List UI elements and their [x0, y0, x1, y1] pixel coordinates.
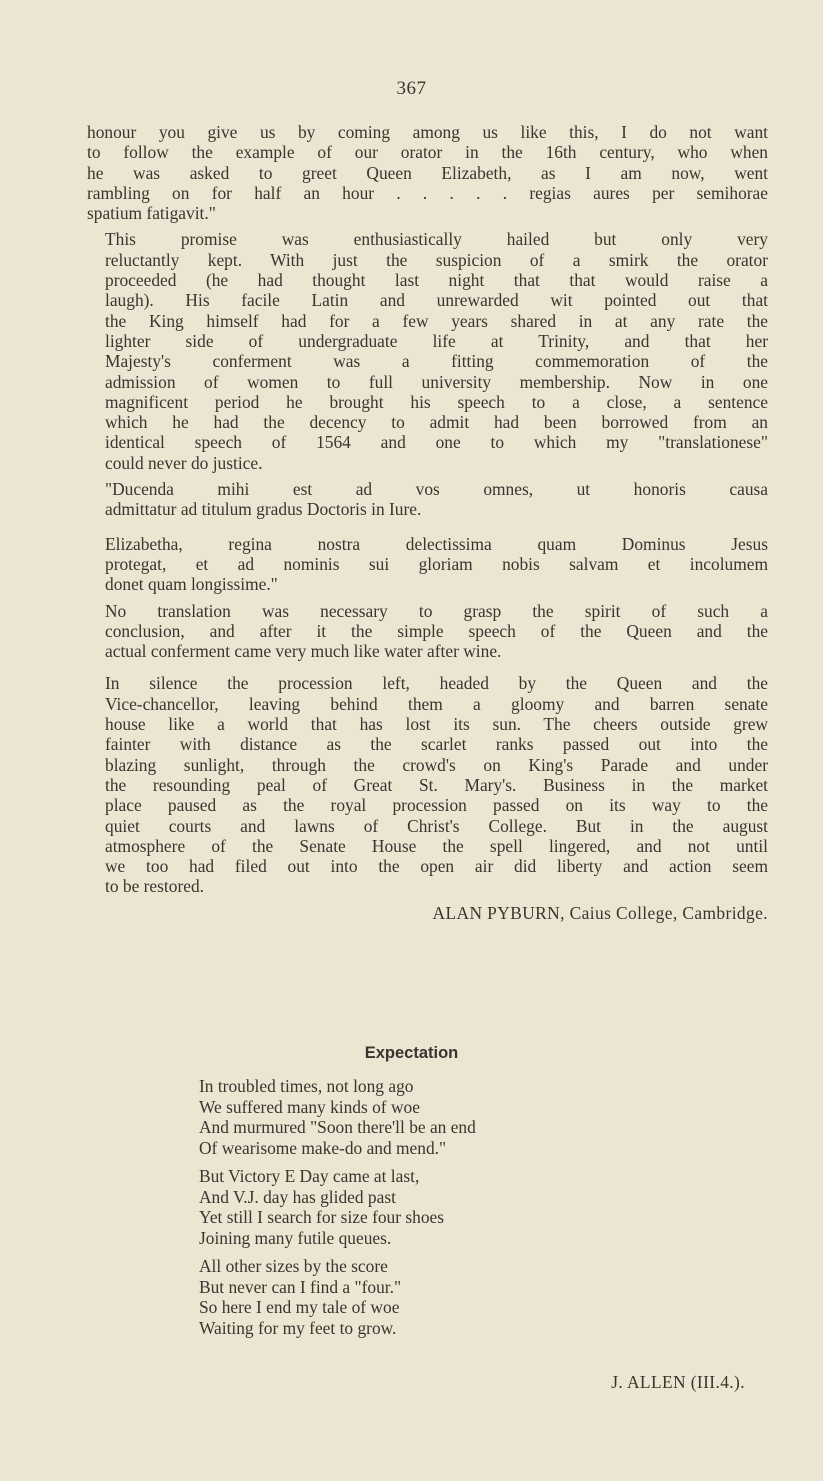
- text-line: house like a world that has lost its sun. The cheers outside grew: [105, 714, 768, 735]
- paragraph: [87, 122, 768, 223]
- poem-signature: J. ALLEN (III.4.).: [611, 1372, 745, 1392]
- verse-line: All other sizes by the score: [199, 1256, 388, 1276]
- verse-line: Joining many futile queues.: [199, 1227, 392, 1248]
- text-line: admittatur ad titulum gradus Doctoris in Iure.: [105, 499, 422, 520]
- text-line: conclusion, and after it the simple speech of the Queen and the: [105, 620, 768, 641]
- text-line: atmosphere of the Senate House the spell lingered, and not until: [105, 835, 768, 856]
- poem-title: Expectation: [364, 1044, 459, 1062]
- verse-line: Of wearisome make-do and mend.": [199, 1137, 447, 1158]
- text-line: admission of women to full university membership. Now in one: [105, 371, 768, 392]
- verse-line: So here I end my tale of woe: [199, 1297, 400, 1317]
- stanza: [199, 1256, 476, 1338]
- poem-body: [199, 1076, 476, 1346]
- text-line: reluctantly kept. With just the suspicion of a smirk the orator: [105, 249, 768, 270]
- text-line: blazing sunlight, through the crowd's on King's Parade and under: [105, 754, 768, 775]
- text-line: protegat, et ad nominis sui gloriam nobis salvam et incolumem: [105, 553, 768, 574]
- verse-line: We suffered many kinds of woe: [199, 1096, 420, 1117]
- paragraph: [87, 601, 768, 662]
- article-body: [87, 122, 768, 923]
- text-line: This promise was enthusiastically hailed but only very: [105, 229, 768, 250]
- text-line: "Ducenda mihi est ad vos omnes, ut honoris causa: [105, 479, 768, 500]
- latin-quote-paragraph: [87, 479, 768, 520]
- verse-line: But never can I find a "four.": [199, 1276, 402, 1297]
- text-line: the King himself had for a few years shared in at any rate the: [105, 310, 768, 331]
- text-line: In silence the procession left, headed by the Queen and the: [105, 673, 768, 694]
- verse-line: Yet still I search for size four shoes: [199, 1207, 445, 1227]
- verse-line: Waiting for my feet to grow.: [199, 1317, 397, 1338]
- paragraph: [87, 229, 768, 473]
- text-line: rambling on for half an hour . . . . . regias aures per semihorae: [87, 182, 768, 203]
- text-line: actual conferment came very much like water after wine.: [105, 641, 502, 662]
- text-line: proceeded (he had thought last night that that would raise a: [105, 270, 768, 291]
- text-line: Vice-chancellor, leaving behind them a gloomy and barren senate: [105, 693, 768, 714]
- text-line: to be restored.: [105, 876, 204, 897]
- latin-quote-paragraph: [87, 534, 768, 595]
- article-signature: ALAN PYBURN, Caius College, Cambridge.: [432, 902, 768, 923]
- stanza: [199, 1076, 476, 1158]
- page-number: 367: [396, 78, 427, 99]
- text-line: magnificent period he brought his speech to a close, a sentence: [105, 391, 768, 412]
- text-line: the resounding peal of Great St. Mary's. Business in the market: [105, 774, 768, 795]
- verse-line: But Victory E Day came at last,: [199, 1166, 420, 1186]
- text-line: spatium fatigavit.": [87, 203, 216, 224]
- stanza: [199, 1166, 476, 1248]
- text-line: quiet courts and lawns of Christ's College. But in the august: [105, 815, 768, 836]
- text-line: lighter side of undergraduate life at Trinity, and that her: [105, 330, 768, 351]
- verse-line: And V.J. day has glided past: [199, 1186, 396, 1207]
- text-line: to follow the example of our orator in the 16th century, who when: [87, 142, 768, 163]
- text-line: Majesty's conferment was a fitting commemoration of the: [105, 351, 768, 372]
- text-line: could never do justice.: [105, 452, 263, 473]
- paragraph: [87, 673, 768, 896]
- text-line: we too had filed out into the open air did liberty and action seem: [105, 856, 768, 877]
- text-line: identical speech of 1564 and one to which my "translationese": [105, 432, 768, 453]
- text-line: which he had the decency to admit had been borrowed from an: [105, 412, 768, 433]
- text-line: he was asked to greet Queen Elizabeth, as I am now, went: [87, 162, 768, 183]
- text-line: donet quam longissime.": [105, 574, 278, 595]
- verse-line: In troubled times, not long ago: [199, 1076, 414, 1096]
- text-line: laugh). His facile Latin and unrewarded wit pointed out that: [105, 290, 768, 311]
- text-line: place paused as the royal procession passed on its way to the: [105, 795, 768, 816]
- text-line: No translation was necessary to grasp the spirit of such a: [105, 600, 768, 621]
- text-line: honour you give us by coming among us like this, I do not want: [87, 122, 768, 142]
- verse-line: And murmured "Soon there'll be an end: [199, 1117, 476, 1137]
- text-line: fainter with distance as the scarlet ranks passed out into the: [105, 734, 768, 755]
- text-line: Elizabetha, regina nostra delectissima quam Dominus Jesus: [105, 533, 768, 554]
